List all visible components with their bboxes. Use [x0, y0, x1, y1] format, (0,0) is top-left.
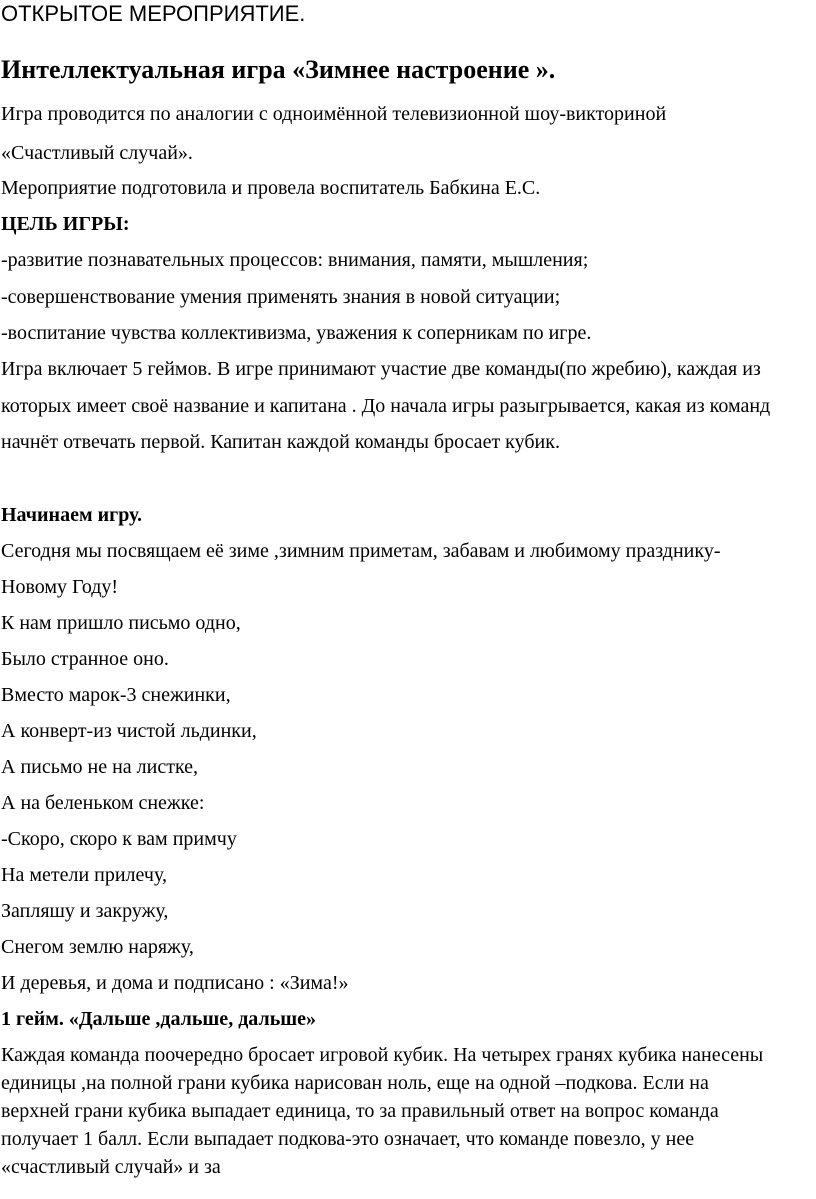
poem-line: Снегом землю наряжу, [1, 936, 194, 958]
start-heading: Начинаем игру. [1, 504, 143, 526]
poem-line: -Скоро, скоро к вам примчу [1, 828, 237, 850]
game1-line: Каждая команда поочередно бросает игровой кубик. На четырех гранях кубика нанесены [1, 1044, 764, 1066]
game1-line: верхней грани кубика выпадает единица, то за правильный ответ на вопрос команда [1, 1100, 719, 1122]
goal-item: -совершенствование умения применять знания в новой ситуации; [1, 286, 561, 308]
poem-line: Вместо марок-3 снежинки, [1, 684, 231, 706]
poem-line: И деревья, и дома и подписано : «Зима!» [1, 972, 349, 994]
document-header: ОТКРЫТОЕ МЕРОПРИЯТИЕ. [1, 1, 306, 26]
goal-item: -воспитание чувства коллективизма, уважения к соперникам по игре. [1, 322, 592, 344]
game1-line: получает 1 балл. Если выпадает подкова-это означает, что команде повезло, у нее [1, 1128, 695, 1150]
rules-line: которых имеет своё название и капитана . До начала игры разыгрывается, какая из команд [1, 395, 771, 417]
intro-line: Игра проводится по аналогии с одноимённой телевизионной шоу-викториной [1, 103, 667, 125]
goal-item: -развитие познавательных процессов: внимания, памяти, мышления; [1, 249, 589, 271]
rules-line: начнёт отвечать первой. Капитан каждой команды бросает кубик. [1, 431, 560, 453]
poem-line: А письмо не на листке, [1, 756, 199, 778]
poem-line: А конверт-из чистой льдинки, [1, 720, 257, 742]
poem-line: А на беленьком снежке: [1, 792, 205, 814]
author-line: Мероприятие подготовила и провела воспитатель Бабкина Е.С. [1, 177, 541, 199]
goals-heading: ЦЕЛЬ ИГРЫ: [1, 213, 130, 235]
poem-line: Запляшу и закружу, [1, 900, 169, 922]
poem-line: К нам пришло письмо одно, [1, 612, 241, 634]
game1-line: единицы ,на полной грани кубика нарисован ноль, еще на одной –подкова. Если на [1, 1072, 709, 1094]
start-line: Сегодня мы посвящаем её зиме ,зимним приметам, забавам и любимому празднику- [1, 540, 721, 562]
intro-line: «Счастливый случай». [1, 142, 193, 164]
game1-line: «счастливый случай» и за [1, 1156, 221, 1178]
document-title: Интеллектуальная игра «Зимнее настроение ». [1, 55, 556, 84]
rules-line: Игра включает 5 геймов. В игре принимают участие две команды(по жребию), каждая из [1, 358, 761, 380]
game1-heading: 1 гейм. «Дальше ,дальше, дальше» [1, 1008, 317, 1030]
start-line: Новому Году! [1, 576, 119, 598]
poem-line: Было странное оно. [1, 648, 169, 670]
poem-line: На метели прилечу, [1, 864, 167, 886]
